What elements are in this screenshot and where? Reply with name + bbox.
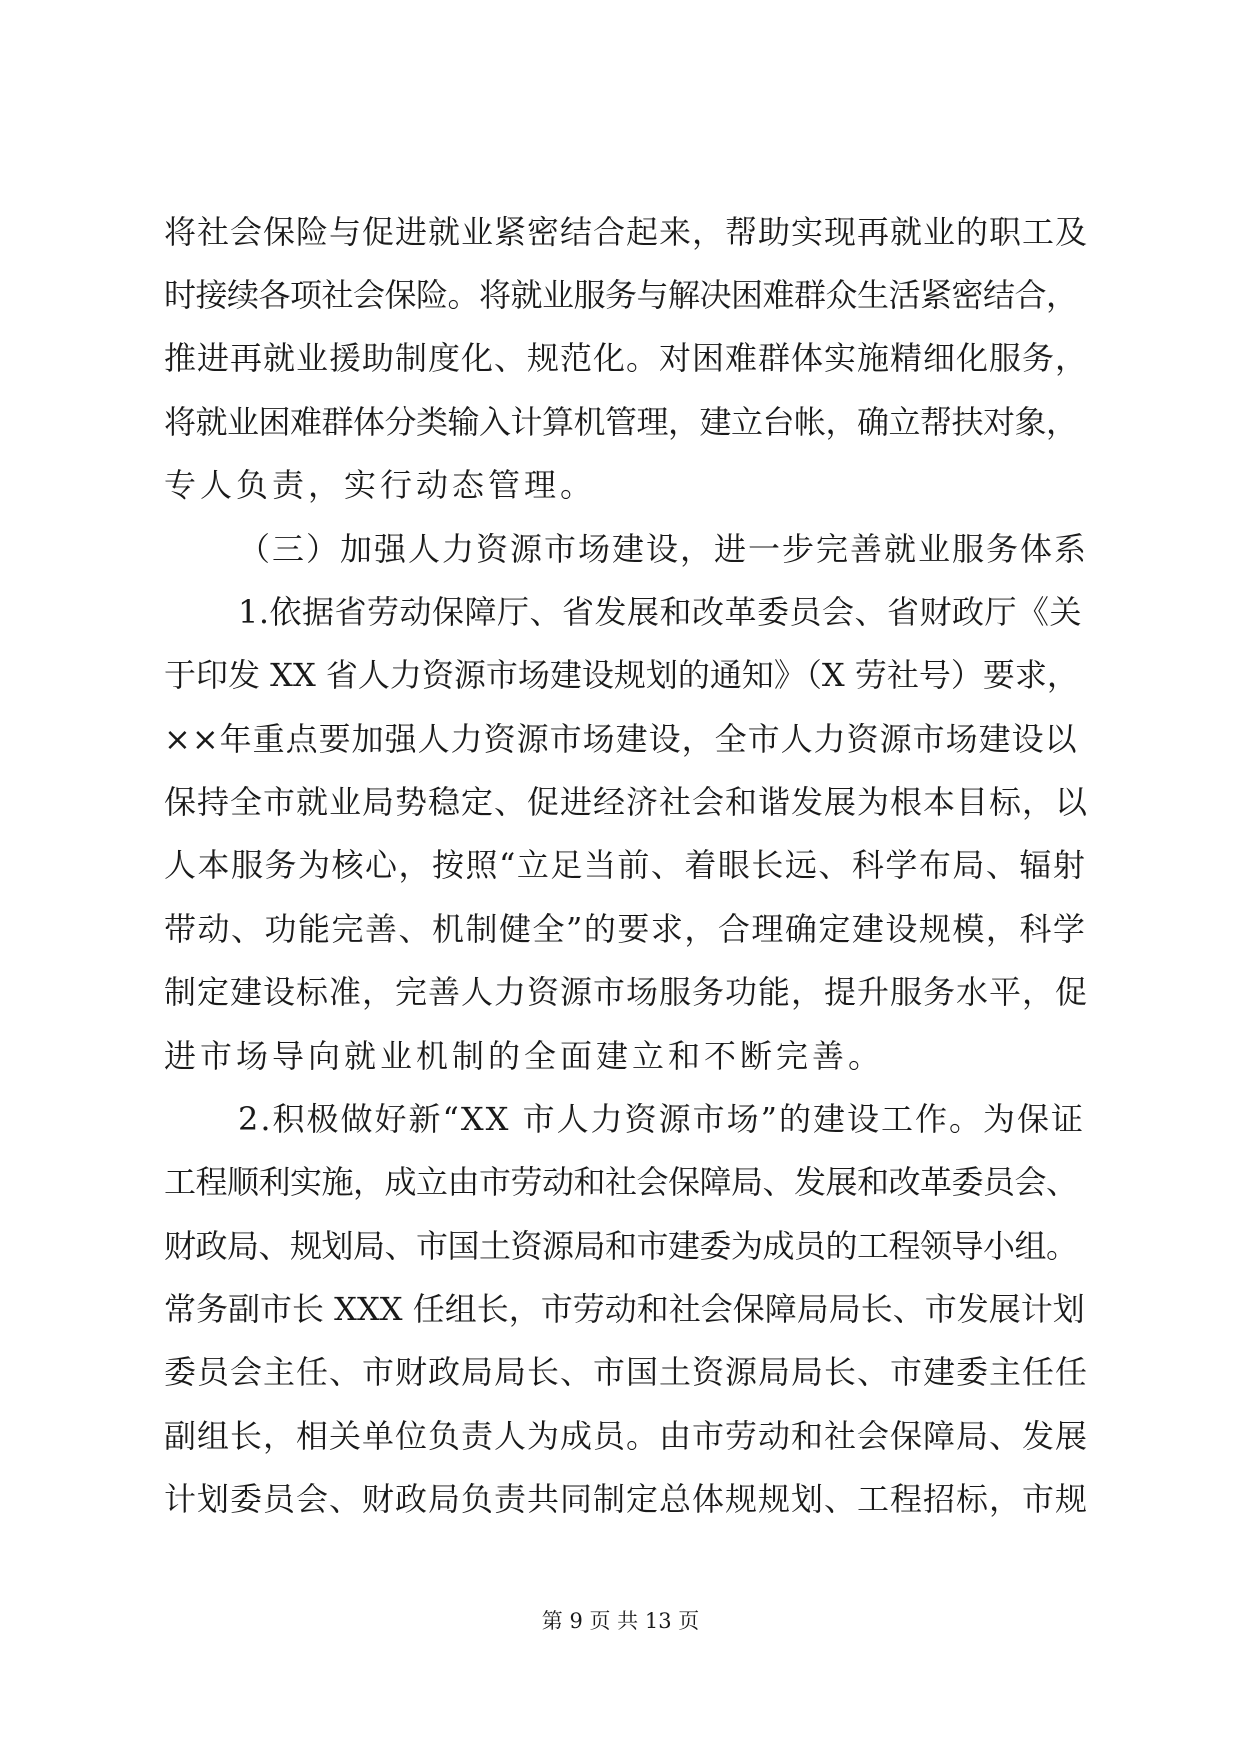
body-text-line: 人本服务为核心，按照“立足当前、着眼长远、科学布局、辐射	[164, 846, 1087, 884]
body-text-line: 工程顺利实施，成立由市劳动和社会保障局、发展和改革委员会、	[164, 1163, 1078, 1201]
section-heading: （三）加强人力资源市场建设，进一步完善就业服务体系	[238, 530, 1089, 568]
body-text-line: 进市场导向就业机制的全面建立和不断完善。	[164, 1037, 885, 1075]
body-text-line: 时接续各项社会保险。将就业服务与解决困难群众生活紧密结合，	[164, 276, 1078, 314]
body-text-line: 2.积极做好新“XX 市人力资源市场”的建设工作。为保证	[238, 1100, 1085, 1138]
body-text-line: 保持全市就业局势稳定、促进经济社会和谐发展为根本目标，以	[164, 783, 1089, 821]
body-text-line: 将就业困难群体分类输入计算机管理，建立台帐，确立帮扶对象，	[164, 403, 1078, 441]
body-text-line: 委员会主任、市财政局局长、市国土资源局局长、市建委主任任	[164, 1353, 1089, 1391]
body-text-line: 将社会保险与促进就业紧密结合起来，帮助实现再就业的职工及	[164, 213, 1089, 251]
body-text-line: 推进再就业援助制度化、规范化。对困难群体实施精细化服务，	[164, 339, 1089, 377]
body-text-line: 制定建设标准，完善人力资源市场服务功能，提升服务水平，促	[164, 973, 1089, 1011]
page-number-footer: 第 9 页 共 13 页	[541, 1609, 700, 1633]
body-text-line: 常务副市长 XXX 任组长，市劳动和社会保障局局长、市发展计划	[164, 1290, 1085, 1328]
body-text-line: 专人负责，实行动态管理。	[164, 466, 597, 504]
body-text-line: 带动、功能完善、机制健全”的要求，合理确定建设规模，科学	[164, 910, 1087, 948]
body-text-line: 副组长，相关单位负责人为成员。由市劳动和社会保障局、发展	[164, 1417, 1089, 1455]
body-text-line: 于印发 XX 省人力资源市场建设规划的通知》（X 劳社号）要求，	[164, 656, 1079, 694]
body-text-line: 财政局、规划局、市国土资源局和市建委为成员的工程领导小组。	[164, 1227, 1078, 1265]
body-text-line: 计划委员会、财政局负责共同制定总体规规划、工程招标，市规	[164, 1480, 1089, 1518]
body-text-line: 1.依据省劳动保障厅、省发展和改革委员会、省财政厅《关	[238, 593, 1083, 631]
body-text-line: ××年重点要加强人力资源市场建设，全市人力资源市场建设以	[164, 720, 1078, 758]
